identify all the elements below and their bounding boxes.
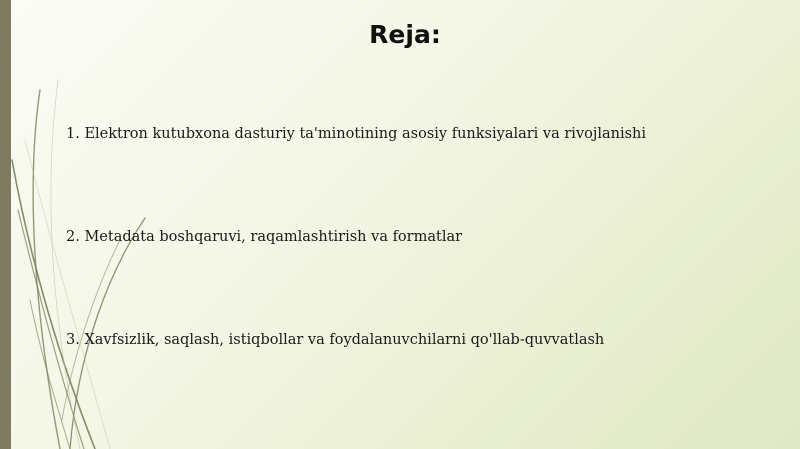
slide-title: Reja: [369,20,441,49]
agenda-item-1: 1. Elektron kutubxona dasturiy ta'minotining asosiy funksiyalari va rivojlanishi [66,126,647,142]
agenda-item-3: 3. Xavfsizlik, saqlash, istiqbollar va foydalanuvchilarni qo'llab-quvvatlash [66,332,605,348]
agenda-item-2: 2. Metadata boshqaruvi, raqamlashtirish va formatlar [66,229,463,245]
